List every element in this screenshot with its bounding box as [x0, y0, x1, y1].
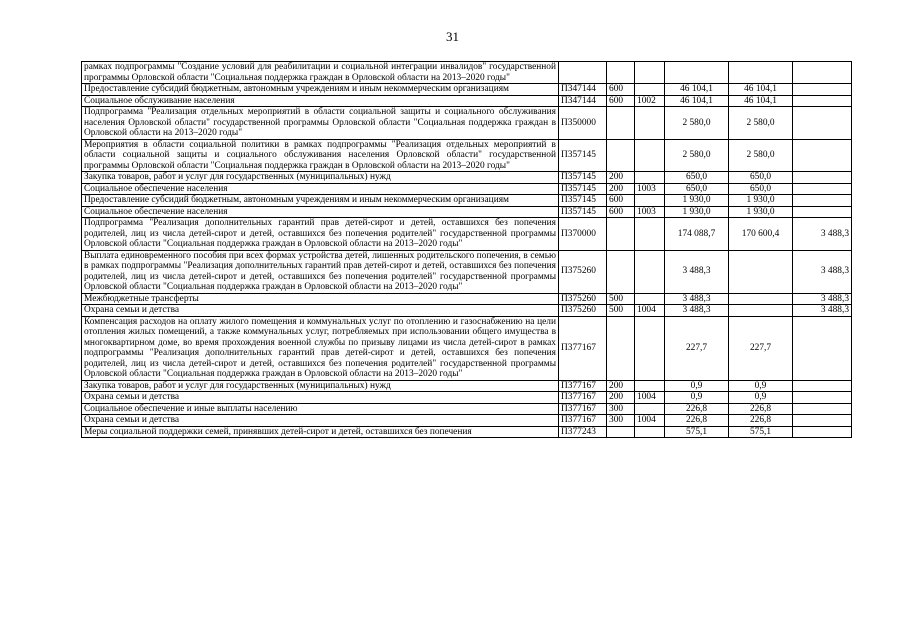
row-amount-regional: 650,0	[729, 183, 793, 195]
budget-table	[81, 61, 852, 438]
row-amount-federal: 3 488,3	[793, 218, 852, 251]
row-amount-regional: 227,7	[729, 316, 793, 380]
row-amount-regional: 2 580,0	[729, 139, 793, 172]
row-expense-type	[607, 139, 635, 172]
row-name: Социальное обслуживание населения	[82, 95, 559, 107]
table-row	[82, 250, 852, 293]
row-code: П377243	[559, 426, 607, 438]
row-code	[559, 62, 607, 84]
row-amount-federal: 3 488,3	[793, 293, 852, 305]
row-amount-total: 226,8	[665, 415, 729, 427]
row-section	[635, 426, 665, 438]
row-amount-regional: 0,9	[729, 392, 793, 404]
row-amount-total: 575,1	[665, 426, 729, 438]
row-amount-federal	[793, 316, 852, 380]
row-expense-type: 200	[607, 380, 635, 392]
row-expense-type: 500	[607, 305, 635, 317]
row-amount-federal	[793, 107, 852, 140]
row-amount-total: 2 580,0	[665, 107, 729, 140]
row-section	[635, 218, 665, 251]
row-expense-type: 500	[607, 293, 635, 305]
row-amount-total: 1 930,0	[665, 195, 729, 207]
row-amount-total: 2 580,0	[665, 139, 729, 172]
table-row	[82, 415, 852, 427]
row-amount-federal	[793, 392, 852, 404]
row-code: П377167	[559, 316, 607, 380]
row-code: П377167	[559, 403, 607, 415]
row-code: П357145	[559, 183, 607, 195]
row-amount-federal: 3 488,3	[793, 305, 852, 317]
row-amount-federal	[793, 380, 852, 392]
row-amount-total: 1 930,0	[665, 206, 729, 218]
row-amount-regional	[729, 62, 793, 84]
table-row	[82, 392, 852, 404]
row-section: 1003	[635, 183, 665, 195]
row-amount-total: 3 488,3	[665, 250, 729, 293]
row-amount-regional	[729, 293, 793, 305]
row-code: П375260	[559, 293, 607, 305]
row-amount-federal	[793, 139, 852, 172]
row-code: П375260	[559, 250, 607, 293]
table-row	[82, 84, 852, 96]
row-name: Социальное обеспечение населения	[82, 183, 559, 195]
row-amount-total: 650,0	[665, 172, 729, 184]
row-amount-regional: 650,0	[729, 172, 793, 184]
row-name: рамках подпрограммы "Создание условий для реабилитации и социальной интеграции инвалидов" государственной программы Орловской области "Социальная поддержка граждан в Орловской области на 2013–2020 годы"	[82, 62, 559, 84]
row-section: 1004	[635, 415, 665, 427]
row-expense-type: 200	[607, 392, 635, 404]
row-name: Компенсация расходов на оплату жилого помещения и коммунальных услуг по отоплению и газоснабжению на цели отопления жилых помещений, а также коммунальных услуг, потребляемых при использовании общего имущества в многоквартирном доме, во время прохождения военной службы по призыву лицами из числа детей-сирот в рамках подпрограммы "Реализация дополнительных гарантий прав детей-сирот и детей, оставшихся без попечения родителей, лиц из числа детей-сирот и детей, оставшихся без попечения родителей" государственной программы Орловской области "Социальная поддержка граждан в Орловской области на 2013–2020 годы"	[82, 316, 559, 380]
row-amount-total: 226,8	[665, 403, 729, 415]
row-amount-regional	[729, 250, 793, 293]
row-section	[635, 172, 665, 184]
row-expense-type: 600	[607, 95, 635, 107]
row-amount-total	[665, 62, 729, 84]
row-expense-type: 300	[607, 415, 635, 427]
row-expense-type	[607, 426, 635, 438]
row-section	[635, 250, 665, 293]
row-amount-regional: 226,8	[729, 403, 793, 415]
row-code: П377167	[559, 415, 607, 427]
row-amount-total: 650,0	[665, 183, 729, 195]
row-amount-total: 0,9	[665, 392, 729, 404]
row-amount-regional: 226,8	[729, 415, 793, 427]
table-row	[82, 403, 852, 415]
row-expense-type: 200	[607, 172, 635, 184]
row-amount-regional: 46 104,1	[729, 84, 793, 96]
row-amount-regional: 0,9	[729, 380, 793, 392]
row-section	[635, 139, 665, 172]
page-number: 31	[446, 29, 459, 44]
row-name: Предоставление субсидий бюджетным, автономным учреждениям и иным некоммерческим организациям	[82, 84, 559, 96]
table-row	[82, 316, 852, 380]
row-amount-total: 3 488,3	[665, 305, 729, 317]
row-amount-regional: 1 930,0	[729, 206, 793, 218]
row-amount-regional	[729, 305, 793, 317]
row-code: П357145	[559, 206, 607, 218]
table-row	[82, 206, 852, 218]
row-amount-total: 0,9	[665, 380, 729, 392]
row-name: Закупка товаров, работ и услуг для государственных (муниципальных) нужд	[82, 380, 559, 392]
row-code: П357145	[559, 195, 607, 207]
row-expense-type	[607, 62, 635, 84]
row-name: Социальное обеспечение и иные выплаты населению	[82, 403, 559, 415]
row-amount-federal	[793, 172, 852, 184]
row-name: Подпрограмма "Реализация отдельных мероприятий в области социальной защиты и социального обслуживания населения Орловской области" государственной программы Орловской области "Социальная поддержка граждан в Орловской области на 2013–2020 годы"	[82, 107, 559, 140]
row-section: 1004	[635, 392, 665, 404]
row-section	[635, 84, 665, 96]
row-amount-federal	[793, 183, 852, 195]
table-row	[82, 139, 852, 172]
row-amount-total: 3 488,3	[665, 293, 729, 305]
row-amount-federal	[793, 206, 852, 218]
row-section	[635, 380, 665, 392]
row-amount-federal	[793, 426, 852, 438]
row-code: П375260	[559, 305, 607, 317]
table-row	[82, 95, 852, 107]
row-expense-type: 600	[607, 206, 635, 218]
row-section: 1003	[635, 206, 665, 218]
row-section	[635, 316, 665, 380]
table-row	[82, 293, 852, 305]
row-code: П350000	[559, 107, 607, 140]
row-expense-type	[607, 316, 635, 380]
row-name: Подпрограмма "Реализация дополнительных гарантий прав детей-сирот и детей, оставшихся без попечения родителей, лиц из числа детей-сирот и детей, оставшихся без попечения родителей" государственной программы Орловской области "Социальная поддержка граждан в Орловской области на 2013–2020 годы"	[82, 218, 559, 251]
row-section	[635, 293, 665, 305]
row-name: Мероприятия в области социальной политики в рамках подпрограммы "Реализация отдельных мероприятий в области социальной защиты и социального обслуживания населения Орловской области" государственной программы Орловской области "Социальная поддержка граждан в Орловской области на 2013–2020 годы"	[82, 139, 559, 172]
table-row	[82, 183, 852, 195]
table-row	[82, 62, 852, 84]
row-code: П347144	[559, 84, 607, 96]
row-expense-type	[607, 107, 635, 140]
row-section: 1002	[635, 95, 665, 107]
row-code: П377167	[559, 380, 607, 392]
row-name: Охрана семьи и детства	[82, 305, 559, 317]
row-expense-type	[607, 218, 635, 251]
row-amount-total: 46 104,1	[665, 95, 729, 107]
table-row	[82, 195, 852, 207]
row-name: Выплата единовременного пособия при всех формах устройства детей, лишенных родительского попечения, в семью в рамках подпрограммы "Реализация дополнительных гарантий прав детей-сирот и детей, оставшихся без попечения родителей, лиц из числа детей-сирот и детей, оставшихся без попечения родителей" государственной программы Орловской области "Социальная поддержка граждан в Орловской области на 2013–2020 годы"	[82, 250, 559, 293]
row-amount-federal	[793, 195, 852, 207]
row-section	[635, 195, 665, 207]
row-amount-total: 227,7	[665, 316, 729, 380]
row-amount-federal	[793, 403, 852, 415]
row-code: П370000	[559, 218, 607, 251]
row-amount-regional: 46 104,1	[729, 95, 793, 107]
row-amount-federal: 3 488,3	[793, 250, 852, 293]
row-expense-type: 200	[607, 183, 635, 195]
table-row	[82, 305, 852, 317]
row-amount-regional: 1 930,0	[729, 195, 793, 207]
row-code: П357145	[559, 172, 607, 184]
table-row	[82, 380, 852, 392]
row-amount-regional: 170 600,4	[729, 218, 793, 251]
row-code: П357145	[559, 139, 607, 172]
row-amount-federal	[793, 84, 852, 96]
row-amount-regional: 2 580,0	[729, 107, 793, 140]
row-name: Охрана семьи и детства	[82, 392, 559, 404]
table-row	[82, 107, 852, 140]
row-expense-type: 600	[607, 195, 635, 207]
row-amount-regional: 575,1	[729, 426, 793, 438]
row-code: П377167	[559, 392, 607, 404]
table-row	[82, 426, 852, 438]
row-name: Социальное обеспечение населения	[82, 206, 559, 218]
row-amount-total: 174 088,7	[665, 218, 729, 251]
row-code: П347144	[559, 95, 607, 107]
row-amount-federal	[793, 95, 852, 107]
row-amount-federal	[793, 415, 852, 427]
row-section	[635, 403, 665, 415]
row-name: Межбюджетные трансферты	[82, 293, 559, 305]
row-name: Предоставление субсидий бюджетным, автономным учреждениям и иным некоммерческим организациям	[82, 195, 559, 207]
row-amount-federal	[793, 62, 852, 84]
row-section	[635, 107, 665, 140]
row-expense-type: 600	[607, 84, 635, 96]
table-row	[82, 218, 852, 251]
row-expense-type: 300	[607, 403, 635, 415]
row-name: Меры социальной поддержки семей, принявших детей-сирот и детей, оставшихся без попечения	[82, 426, 559, 438]
row-name: Охрана семьи и детства	[82, 415, 559, 427]
row-section: 1004	[635, 305, 665, 317]
row-amount-total: 46 104,1	[665, 84, 729, 96]
row-section	[635, 62, 665, 84]
table-row	[82, 172, 852, 184]
row-name: Закупка товаров, работ и услуг для государственных (муниципальных) нужд	[82, 172, 559, 184]
row-expense-type	[607, 250, 635, 293]
